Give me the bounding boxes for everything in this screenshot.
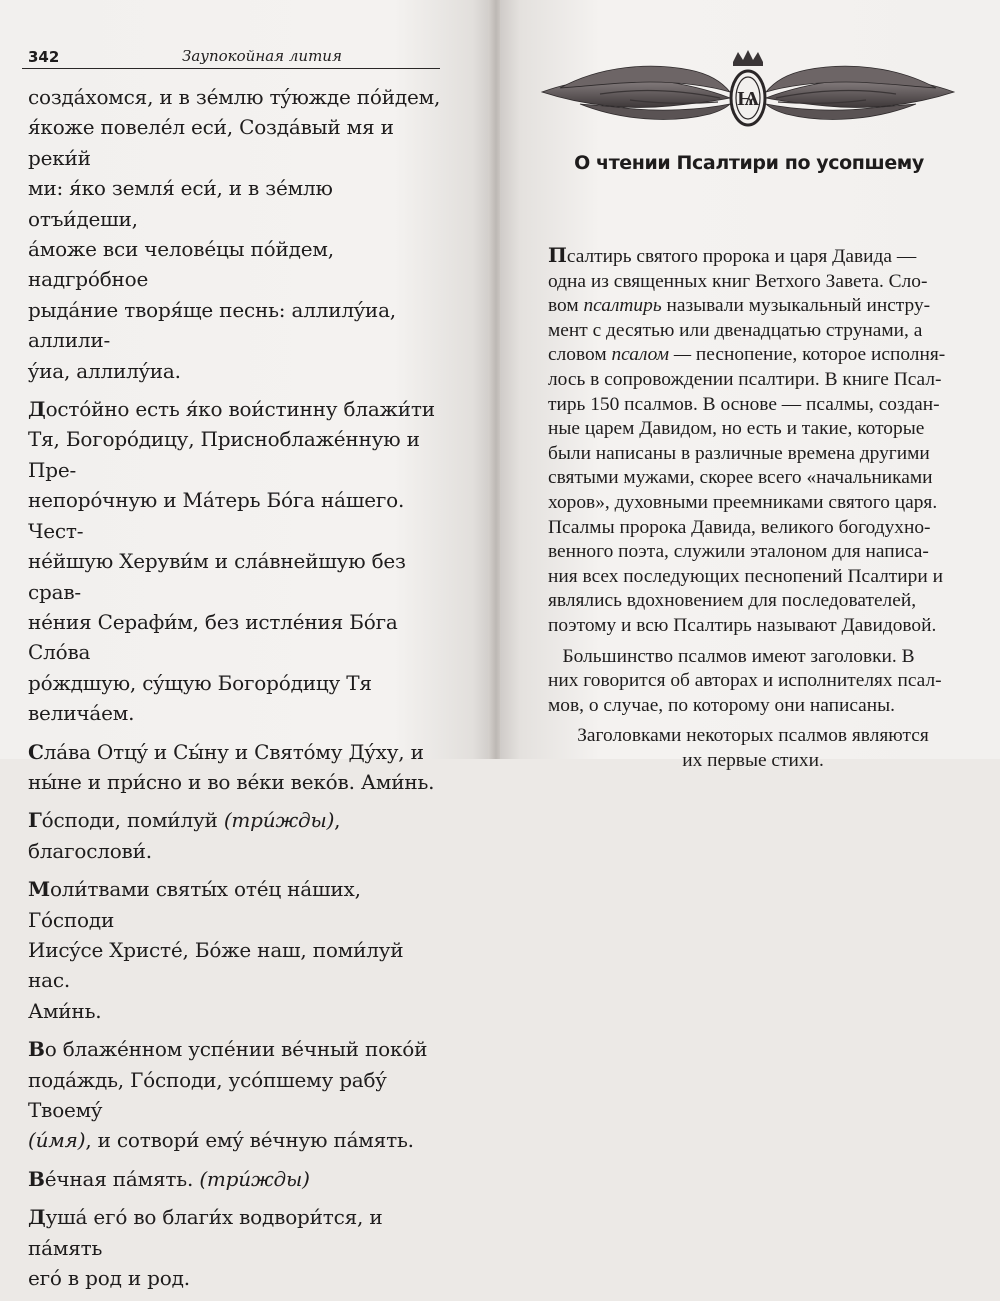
paragraph: Большинство псалмов имеют заголовки. В них говорится об авторах и исполнителях псал- мов, о случае, по которому они написаны.	[548, 645, 942, 716]
drop-initial: Г	[28, 808, 42, 833]
paragraph: создáхомся, и в зéмлю тýюжде пóйдем, я́коже повелéл еси́, Создáвый мя и реки́й ми: я́ко земля́ еси́, и в зéмлю отъи́деши, áможе вси человéцы пóйдем, надгрóбное рыдáние творя́ще песнь: аллилýиа, аллили- ýиа, аллилýиа.	[28, 85, 441, 383]
ornament-headpiece-icon	[540, 48, 956, 136]
paragraph: Гóсподи, поми́луй (три́жды), благослови́.	[28, 808, 341, 863]
page-number: 342	[28, 48, 60, 66]
drop-initial: Д	[28, 1205, 46, 1230]
paragraph: Достóйно есть я́ко вои́стинну блажи́ти Тя, Богорóдицу, Присноблажéнную и Пре- непорóчную и Мáтерь Бóга нáшего. Чест- нéйшую Херуви́м и слáвнейшую без срав- нéния Серафи́м, без истлéния Бóга Слóва рóждшую, сýщую Богорóдицу Тя величáем.	[28, 397, 435, 726]
left-page-text	[28, 82, 446, 1301]
paragraph: Моли́твами святы́х отéц нáших, Гóсподи Иисýсе Христé, Бóже наш, поми́луй нас. Ами́нь.	[28, 877, 404, 1023]
drop-initial: С	[28, 739, 44, 764]
paragraph: Во блажéнном успéнии вéчный покóй подáждь, Гóсподи, усóпшему рабý Твоемý (и́мя), и сотвори́ емý вéчную пáмять.	[28, 1037, 428, 1153]
right-page-text	[548, 243, 958, 779]
paragraph: Вéчная пáмять. (три́жды)	[28, 1166, 310, 1191]
paragraph: Слáва Отцý и Сы́ну и Святóму Дýху, и ны́не и при́сно и во вéки векóв. Ами́нь.	[28, 739, 435, 794]
chapter-title: О чтении Псалтири по усопшему	[574, 152, 924, 174]
running-head	[22, 38, 440, 69]
left-page	[0, 0, 492, 1291]
drop-initial: П	[548, 243, 567, 267]
paragraph: Псалтирь святого пророка и царя Давида — одна из священных книг Ветхого Завета. Сло- вом псалтирь называли музыкальный инстру- мент с десятью или двенадцатью струнами, а словом псалом — песнопение, которое исполня- лось в сопровождении псалтири. В книге Псал- тирь 150 псалмов. В основе — псалмы, создан- ные царем Давидом, но есть и такие, которые были написаны в различные времена другими святыми мужами, скорее всего «начальниками хоров», духовными преемниками святого царя. Псалмы пророка Давида, великого богодухно- венного поэта, служили эталоном для написа- ния всех последующих песнопений Псалтири и являлись вдохновением для последователей, поэтому и всю Псалтирь называют Давидовой.	[548, 243, 946, 636]
paragraph: Душá егó во благи́х водвори́тся, и пáмять егó в род и род.	[28, 1205, 383, 1291]
svg-text:Ѩ: Ѩ	[737, 86, 759, 110]
drop-initial: В	[28, 1037, 45, 1062]
drop-initial: Д	[28, 397, 46, 422]
running-title: Заупокойная лития	[182, 47, 342, 65]
drop-initial: М	[28, 877, 50, 902]
drop-initial: В	[28, 1166, 45, 1191]
paragraph: Заголовками некоторых псалмов являются их первые стихи.	[577, 725, 929, 771]
